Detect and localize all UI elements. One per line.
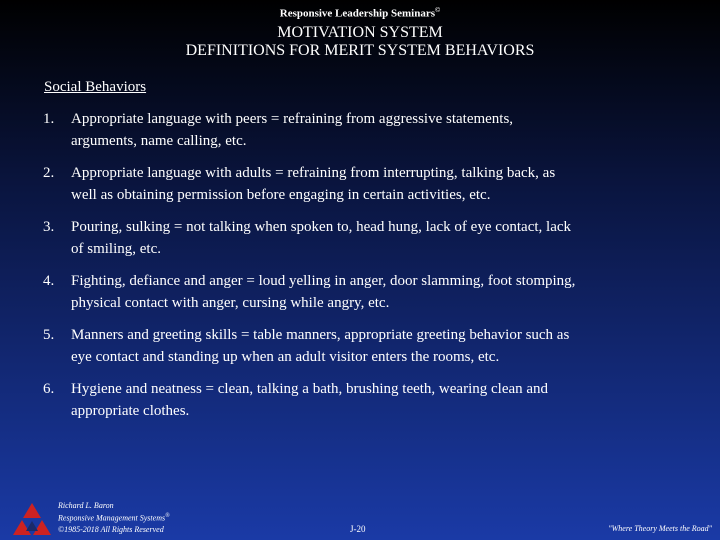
item-line-2: appropriate clothes.	[71, 403, 190, 419]
company-logo-icon	[10, 500, 54, 538]
list-item	[43, 378, 693, 432]
page-number: J-20	[350, 524, 366, 534]
list-item	[43, 108, 693, 162]
item-number: 4.	[43, 273, 55, 289]
tagline: "Where Theory Meets the Road"	[608, 524, 712, 533]
company-line	[58, 511, 170, 524]
behavior-list	[43, 108, 693, 432]
item-number: 1.	[43, 111, 55, 127]
brand-copyright-mark: ©	[435, 6, 441, 14]
copyright-mark: ©	[58, 524, 65, 534]
company-name: Responsive Management Systems	[58, 513, 166, 523]
credits	[58, 500, 170, 535]
item-line-1: Hygiene and neatness = clean, talking a bath, brushing teeth, wearing clean and	[71, 381, 549, 397]
title-line-2: DEFINITIONS FOR MERIT SYSTEM BEHAVIORS	[185, 41, 535, 59]
item-line-2: well as obtaining permission before engaging in certain activities, etc.	[71, 187, 491, 203]
header	[0, 3, 720, 60]
item-number: 3.	[43, 219, 55, 235]
item-number: 6.	[43, 381, 55, 397]
item-line-1: Appropriate language with peers = refraining from aggressive statements,	[71, 111, 514, 127]
list-item	[43, 270, 693, 324]
brand-line	[0, 3, 720, 21]
author-name: Richard L. Baron	[58, 501, 114, 510]
item-number: 5.	[43, 327, 55, 343]
item-line-2: arguments, name calling, etc.	[71, 133, 247, 149]
title-line-1: MOTIVATION SYSTEM	[277, 23, 443, 41]
section-heading: Social Behaviors	[44, 79, 147, 95]
item-line-2: of smiling, etc.	[71, 241, 161, 257]
list-item	[43, 324, 693, 378]
list-item	[43, 216, 693, 270]
item-line-1: Fighting, defiance and anger = loud yelling in anger, door slamming, foot stomping,	[71, 273, 576, 289]
item-line-1: Manners and greeting skills = table manners, appropriate greeting behavior such as	[71, 327, 570, 343]
registered-mark: ®	[165, 513, 170, 519]
list-item	[43, 162, 693, 216]
item-line-2: physical contact with anger, cursing while angry, etc.	[71, 295, 390, 311]
copyright-text: 1985-2018 All Rights Reserved	[64, 524, 164, 534]
item-number: 2.	[43, 165, 55, 181]
item-line-1: Pouring, sulking = not talking when spoken to, head hung, lack of eye contact, lack	[71, 219, 572, 235]
item-line-1: Appropriate language with adults = refraining from interrupting, talking back, as	[71, 165, 556, 181]
item-line-2: eye contact and standing up when an adult visitor enters the rooms, etc.	[71, 349, 500, 365]
brand-name: Responsive Leadership Seminars	[279, 7, 435, 20]
page-title	[0, 24, 720, 60]
footer	[0, 496, 720, 540]
copyright-line	[58, 524, 170, 535]
